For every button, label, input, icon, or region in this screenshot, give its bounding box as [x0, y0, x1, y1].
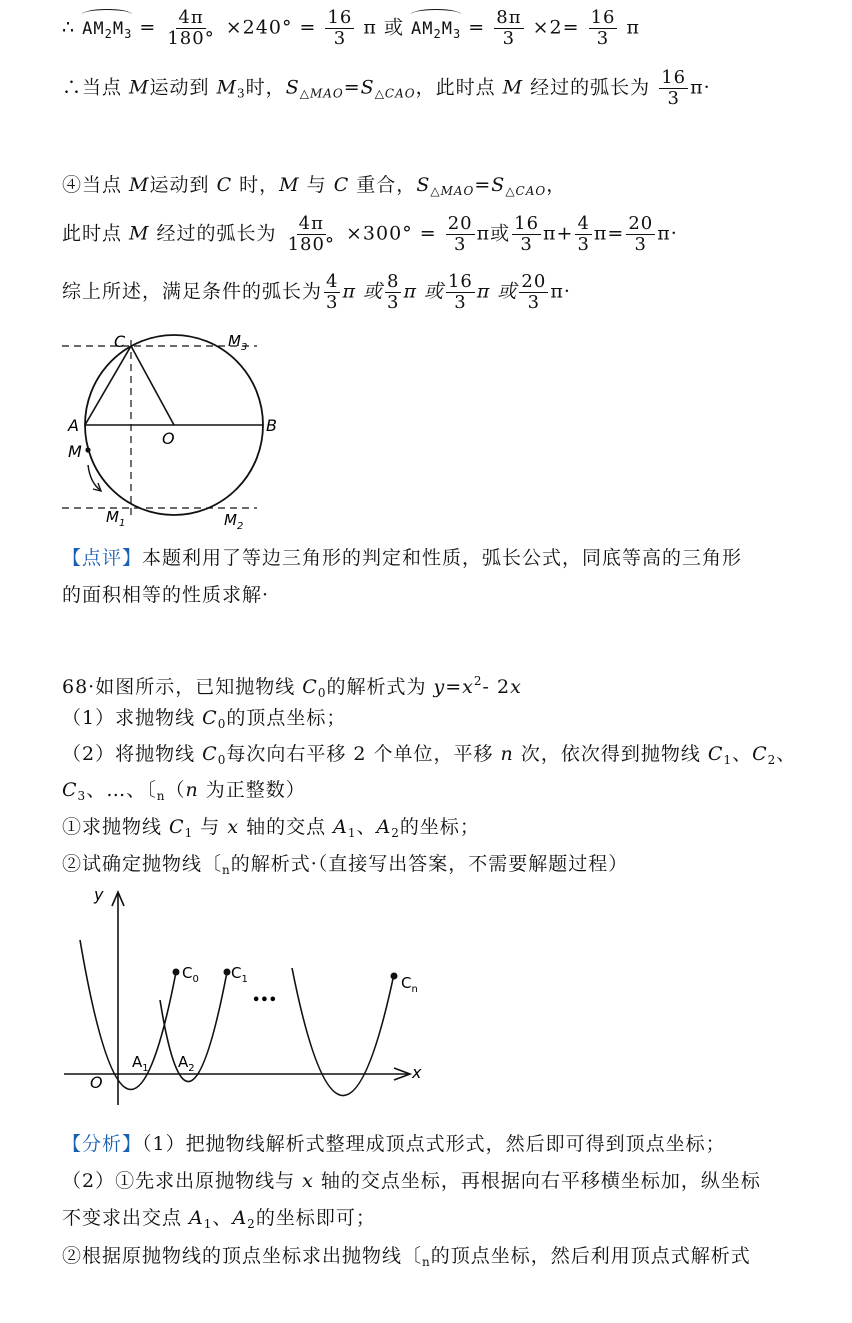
var-m: M — [279, 174, 300, 196]
fraction — [446, 272, 475, 313]
label-m: M — [68, 442, 82, 461]
var-c2: C — [752, 743, 768, 765]
text: ④当点 — [62, 174, 130, 196]
numerator: 16 — [661, 67, 687, 88]
text: 的坐标即可； — [255, 1207, 376, 1229]
text: 、 — [212, 1207, 233, 1229]
equals: = — [474, 174, 492, 196]
sub: △CAO — [374, 86, 416, 101]
label-c1-main: C — [231, 964, 242, 982]
text: 、…、〔 — [86, 779, 157, 801]
problem-68-sub2 — [62, 851, 628, 883]
sub: 3 — [77, 789, 87, 803]
label-m1-sub: 1 — [118, 518, 126, 529]
text: 、 — [356, 816, 377, 838]
text: 不变求出交点 — [62, 1207, 190, 1229]
text: 运动到 — [149, 174, 217, 196]
var-s: S — [285, 76, 300, 99]
denominator: 3 — [453, 234, 467, 255]
label-c1 — [231, 964, 248, 985]
equals: = — [419, 222, 437, 245]
problem-68-q1 — [62, 705, 346, 737]
denominator: 3 — [454, 292, 467, 313]
times-2: ×2= — [532, 16, 580, 39]
text: π 或 — [476, 280, 518, 303]
denominator: 3 — [527, 292, 541, 313]
numerator: 16 — [514, 213, 540, 234]
sub: 0 — [217, 753, 227, 767]
label-m2-sub: 2 — [236, 521, 244, 532]
comment-tag: 【点评】 — [62, 547, 143, 569]
label-c0 — [182, 964, 199, 985]
text: 轴的交点 — [239, 816, 334, 838]
text: 的解析式为 — [326, 676, 434, 698]
sub: n — [222, 863, 231, 877]
var-m: M — [502, 76, 524, 99]
text: 时， — [232, 174, 280, 196]
var-x: x — [302, 1170, 314, 1192]
text: - 2 — [482, 676, 511, 698]
sub: 2 — [247, 1217, 256, 1231]
denominator: 3 — [333, 28, 347, 49]
text: 轴的交点坐标，再根据向右平移横坐标加，纵坐标 — [313, 1170, 761, 1192]
numerator: 20 — [628, 213, 654, 234]
sub: △CAO — [505, 184, 547, 198]
fraction — [589, 8, 618, 49]
fraction — [626, 214, 655, 255]
var-n: n — [500, 743, 514, 765]
analysis-line-4 — [62, 1243, 751, 1275]
label-x: x — [412, 1063, 422, 1082]
segment-co — [131, 346, 174, 425]
label-b: B — [266, 416, 277, 435]
fraction — [325, 8, 354, 49]
label-c0-sub: 0 — [192, 974, 199, 985]
denominator: 3 — [577, 234, 590, 255]
denominator: 3 — [520, 234, 533, 255]
denominator: 3 — [667, 88, 680, 109]
label-a2-main: A — [178, 1053, 189, 1071]
arc-sub: 3 — [124, 26, 133, 41]
label-m2-main: M — [224, 511, 237, 529]
var-x: x — [462, 676, 474, 698]
solution-line-m3 — [62, 68, 711, 109]
circle-figure — [62, 330, 292, 530]
segment-ac — [85, 346, 131, 425]
point-m — [85, 447, 90, 452]
pi: π — [363, 16, 377, 39]
denominator: 3 — [634, 234, 647, 255]
label-c0-main: C — [182, 964, 193, 982]
numerator: 20 — [521, 271, 547, 292]
problem-68-sub1 — [62, 814, 480, 846]
solution-case-4 — [62, 172, 566, 204]
sub: △MAO — [430, 184, 475, 198]
denominator: 3 — [596, 28, 610, 49]
text: π= — [593, 222, 625, 245]
text: （2）①先求出原抛物线与 — [62, 1170, 303, 1192]
solution-arc-length-300 — [62, 214, 678, 255]
text: π· — [690, 76, 711, 99]
var-a1: A — [189, 1207, 204, 1229]
var-m: M — [129, 222, 150, 245]
arc-sub: 2 — [433, 26, 442, 41]
analysis-line-1 — [62, 1131, 726, 1157]
numerator: 16 — [447, 271, 473, 292]
problem-68-q2-cont — [62, 777, 306, 809]
therefore-symbol: ∴ — [62, 16, 76, 39]
denominator: 180° — [287, 234, 335, 255]
var-a2: A — [376, 816, 392, 838]
denominator: 3 — [326, 292, 339, 313]
analysis-text: （1）把抛物线解析式整理成顶点式形式，然后即可得到顶点坐标； — [142, 1133, 726, 1155]
ellipsis-dots: ••• — [252, 993, 277, 1008]
arc-text: M — [441, 18, 453, 39]
text: π+ — [543, 222, 574, 245]
sub: 1 — [347, 826, 357, 840]
parabola-figure — [60, 880, 420, 1110]
analysis-line-2 — [62, 1168, 761, 1194]
denominator: 3 — [387, 292, 400, 313]
var-c0: C — [202, 743, 218, 765]
numerator: 4 — [577, 213, 590, 234]
fraction — [575, 214, 591, 255]
sub: 0 — [217, 717, 227, 731]
text: 的解析式·（直接写出答案，不需要解题过程） — [230, 853, 629, 875]
equals: = — [468, 16, 486, 39]
label-cn — [401, 974, 418, 995]
sub: 1 — [184, 826, 194, 840]
numerator: 20 — [447, 213, 473, 234]
numerator: 4π — [298, 213, 324, 234]
text: 68·如图所示，已知抛物线 — [62, 676, 303, 698]
point-c0 — [173, 969, 180, 976]
equals: = — [343, 76, 361, 99]
text: π或 — [476, 222, 511, 245]
label-cn-main: C — [401, 974, 412, 992]
fraction — [446, 214, 475, 255]
text: ①求抛物线 — [62, 816, 170, 838]
var-x: x — [510, 676, 522, 698]
denominator: 180° — [167, 28, 215, 49]
denominator: 3 — [502, 28, 516, 49]
text: π 或 — [403, 280, 444, 303]
text: 与 — [299, 174, 334, 196]
text: π 或 — [342, 280, 383, 303]
sup: 2 — [473, 674, 483, 688]
var-a2: A — [232, 1207, 248, 1229]
point-c1 — [224, 969, 231, 976]
sub: n — [422, 1255, 431, 1269]
numerator: 4π — [178, 7, 204, 28]
var-c1: C — [707, 743, 724, 765]
sub: 1 — [203, 1217, 213, 1231]
var-c3: C — [62, 779, 78, 801]
text: 经过的弧长为 — [523, 76, 651, 99]
var-s: S — [416, 174, 431, 196]
label-c: C — [114, 332, 126, 351]
label-m3-sub: 3 — [240, 342, 248, 353]
analysis-tag: 【分析】 — [62, 1133, 143, 1155]
text: π· — [550, 280, 571, 303]
numerator: 16 — [327, 7, 353, 28]
fraction — [512, 214, 541, 255]
numerator: 4 — [326, 271, 339, 292]
equals: = — [139, 16, 157, 39]
text: （ — [165, 779, 186, 801]
var-m3: M — [216, 76, 238, 99]
problem-68-header — [62, 668, 522, 706]
var-s: S — [360, 76, 375, 99]
label-m1 — [106, 508, 125, 529]
fraction — [165, 8, 216, 49]
text: 的顶点坐标； — [226, 707, 347, 729]
label-o: O — [90, 1073, 103, 1092]
sub: 1 — [723, 753, 733, 767]
arc-label — [82, 16, 132, 47]
numerator: 8π — [496, 7, 522, 28]
var-c1: C — [169, 816, 185, 838]
sub: 2 — [391, 826, 400, 840]
fraction — [286, 214, 337, 255]
label-a2 — [178, 1053, 195, 1074]
text: ， — [546, 174, 567, 196]
text: ②根据原抛物线的顶点坐标求出抛物线〔 — [62, 1245, 423, 1267]
text: （2）将抛物线 — [62, 743, 203, 765]
sub: 2 — [767, 753, 777, 767]
var-m: M — [129, 174, 150, 196]
arc-sub: 2 — [104, 26, 113, 41]
text: 次，依次得到抛物线 — [513, 743, 708, 765]
sub: 3 — [237, 86, 246, 101]
label-m1-main: M — [106, 508, 119, 526]
label-a: A — [68, 416, 79, 435]
numerator: 8 — [387, 271, 400, 292]
label-o: O — [162, 429, 175, 448]
arc-text: AM — [82, 18, 105, 39]
label-cn-sub: n — [411, 984, 418, 995]
var-s: S — [491, 174, 506, 196]
comment-line-2 — [62, 582, 269, 608]
sub: 0 — [317, 686, 327, 700]
text: 与 — [193, 816, 228, 838]
text: 此时点 — [62, 222, 130, 245]
fraction — [519, 272, 548, 313]
comment-text: 本题利用了等边三角形的判定和性质，弧长公式，同底等高的三角形 — [142, 547, 743, 569]
fraction — [494, 8, 523, 49]
or-word: 或 — [383, 16, 404, 39]
comment-text: 的面积相等的性质求解· — [62, 584, 270, 606]
text: ，此时点 — [415, 76, 503, 99]
solution-line-arc-m2m3 — [62, 8, 640, 49]
text: 重合， — [349, 174, 417, 196]
label-a1-sub: 1 — [142, 1063, 149, 1074]
label-a1 — [132, 1053, 149, 1074]
fraction — [324, 272, 340, 313]
var-y: y — [433, 676, 446, 698]
fraction — [385, 272, 401, 313]
var-x: x — [227, 816, 240, 838]
var-c0: C — [202, 707, 218, 729]
text: 的顶点坐标，然后利用顶点式解析式 — [430, 1245, 751, 1267]
analysis-line-3 — [62, 1205, 376, 1237]
text: 经过的弧长为 — [149, 222, 277, 245]
text: 、 — [732, 743, 753, 765]
numerator: 16 — [590, 7, 616, 28]
text: 运动到 — [149, 76, 217, 99]
sub: △MAO — [299, 86, 344, 101]
problem-68-q2 — [62, 741, 796, 773]
label-c1-sub: 1 — [241, 974, 248, 985]
comment-line-1 — [62, 545, 742, 571]
parabola-c0 — [80, 940, 176, 1089]
text: ∴当点 — [62, 76, 130, 99]
label-m2 — [224, 511, 243, 532]
parabola-cn — [292, 968, 394, 1096]
sub: n — [156, 789, 166, 803]
text: （1）求抛物线 — [62, 707, 203, 729]
point-cn — [391, 973, 398, 980]
solution-summary — [62, 272, 571, 313]
motion-arrow — [88, 465, 100, 490]
label-y: y — [94, 885, 104, 904]
var-c: C — [216, 174, 233, 196]
arc-sub: 3 — [453, 26, 462, 41]
times-300: ×300° — [346, 222, 413, 245]
arc-label — [411, 16, 461, 47]
var-a1: A — [333, 816, 348, 838]
text: π· — [657, 222, 678, 245]
var-n: n — [185, 779, 199, 801]
arc-text: M — [112, 18, 125, 39]
var-m: M — [129, 76, 150, 99]
label-m3 — [228, 332, 247, 353]
arc-text: AM — [411, 18, 434, 39]
fraction — [659, 68, 688, 109]
text: 、 — [776, 743, 797, 765]
text: 为正整数） — [198, 779, 306, 801]
text: 时， — [245, 76, 286, 99]
equals: = — [299, 16, 317, 39]
var-c: C — [333, 174, 350, 196]
times-240: ×240° — [225, 16, 293, 39]
text: 每次向右平移 2 个单位，平移 — [226, 743, 501, 765]
var-c0: C — [302, 676, 318, 698]
pi: π — [626, 16, 641, 39]
text: 的坐标； — [399, 816, 480, 838]
equals: = — [445, 676, 463, 698]
text: ②试确定抛物线〔 — [62, 853, 223, 875]
label-a2-sub: 2 — [188, 1063, 195, 1074]
label-m3-main: M — [228, 332, 241, 350]
text: 综上所述，满足条件的弧长为 — [62, 280, 323, 303]
label-a1-main: A — [132, 1053, 143, 1071]
